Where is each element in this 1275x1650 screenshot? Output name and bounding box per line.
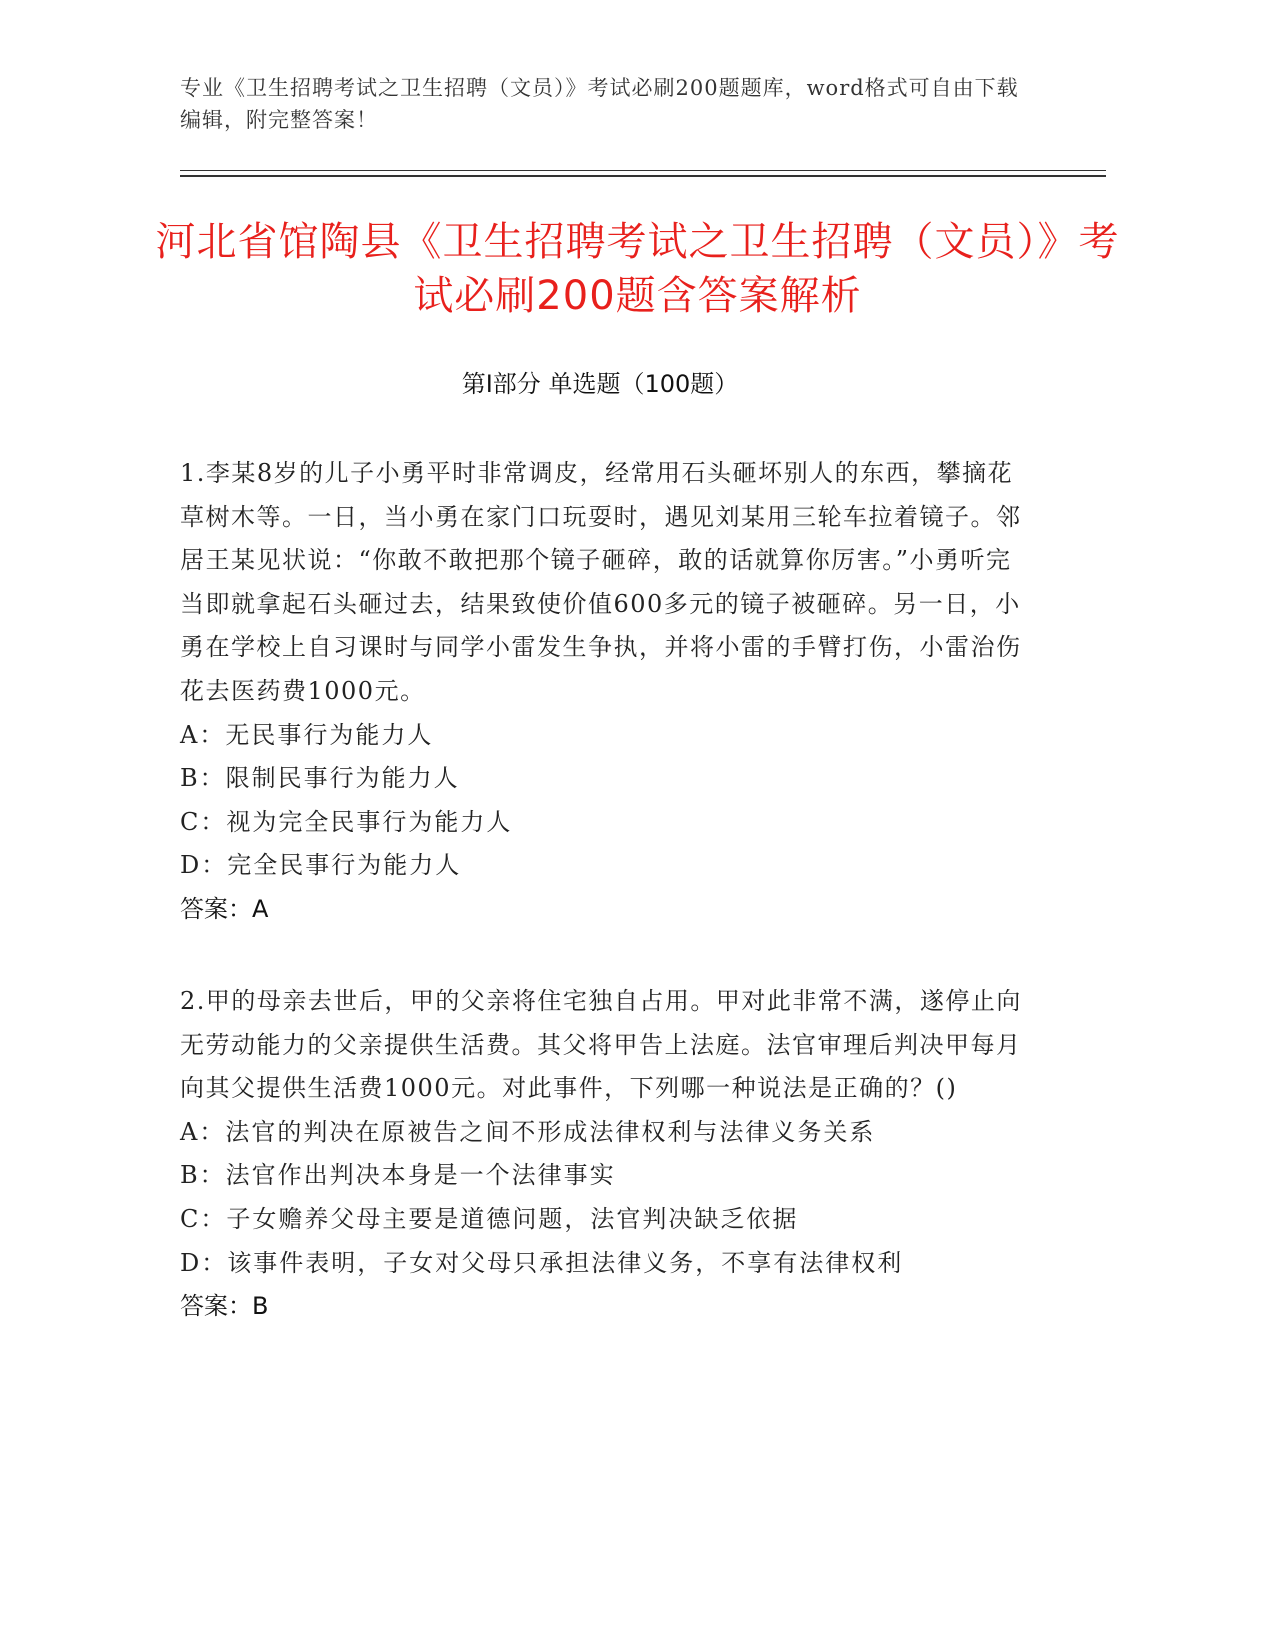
header-divider-thin [180,170,1106,171]
option-c: C：视为完全民事行为能力人 [180,807,513,836]
question-stem: 2.甲的母亲去世后，甲的父亲将住宅独自占用。甲对此非常不满，遂停止向无劳动能力的父亲提供生活费。其父将甲告上法庭。法官审理后判决甲每月向其父提供生活费1000元。对此事件，下列哪一种说法是正确的？() [180,987,1022,1103]
answer-line: 答案：A [180,894,269,923]
option-d: D：完全民事行为能力人 [180,851,462,880]
option-d: D：该事件表明，子女对父母只承担法律义务，不享有法律权利 [180,1248,904,1277]
section-heading: 第Ⅰ部分 单选题（100题） [461,370,739,398]
option-b: B：限制民事行为能力人 [180,764,460,793]
header-divider-thick [180,175,1106,177]
header-note: 专业《卫生招聘考试之卫生招聘（文员）》考试必刷200题题库，word格式可自由下载编辑，附完整答案！ [180,76,1019,132]
option-a: A：无民事行为能力人 [180,720,434,749]
answer-line: 答案：B [180,1292,269,1321]
question-2 [180,980,1030,1329]
question-1 [180,452,1030,932]
question-stem: 1.李某8岁的儿子小勇平时非常调皮，经常用石头砸坏别人的东西，攀摘花草树木等。一日，当小勇在家门口玩耍时，遇见刘某用三轮车拉着镜子。邻居王某见状说：“你敢不敢把那个镜子砸碎，敢的话就算你厉害。”小勇听完当即就拿起石头砸过去，结果致使价值600多元的镜子被砸碎。另一日，小勇在学校上自习课时与同学小雷发生争执，并将小雷的手臂打伤，小雷治伤花去医药费1000元。 [180,459,1022,705]
option-b: B：法官作出判决本身是一个法律事实 [180,1161,616,1190]
option-a: A：法官的判决在原被告之间不形成法律权利与法律义务关系 [180,1117,876,1146]
document-title: 河北省馆陶县《卫生招聘考试之卫生招聘（文员）》考试必刷200题含答案解析 [155,219,1120,319]
option-c: C：子女赡养父母主要是道德问题，法官判决缺乏依据 [180,1204,799,1233]
